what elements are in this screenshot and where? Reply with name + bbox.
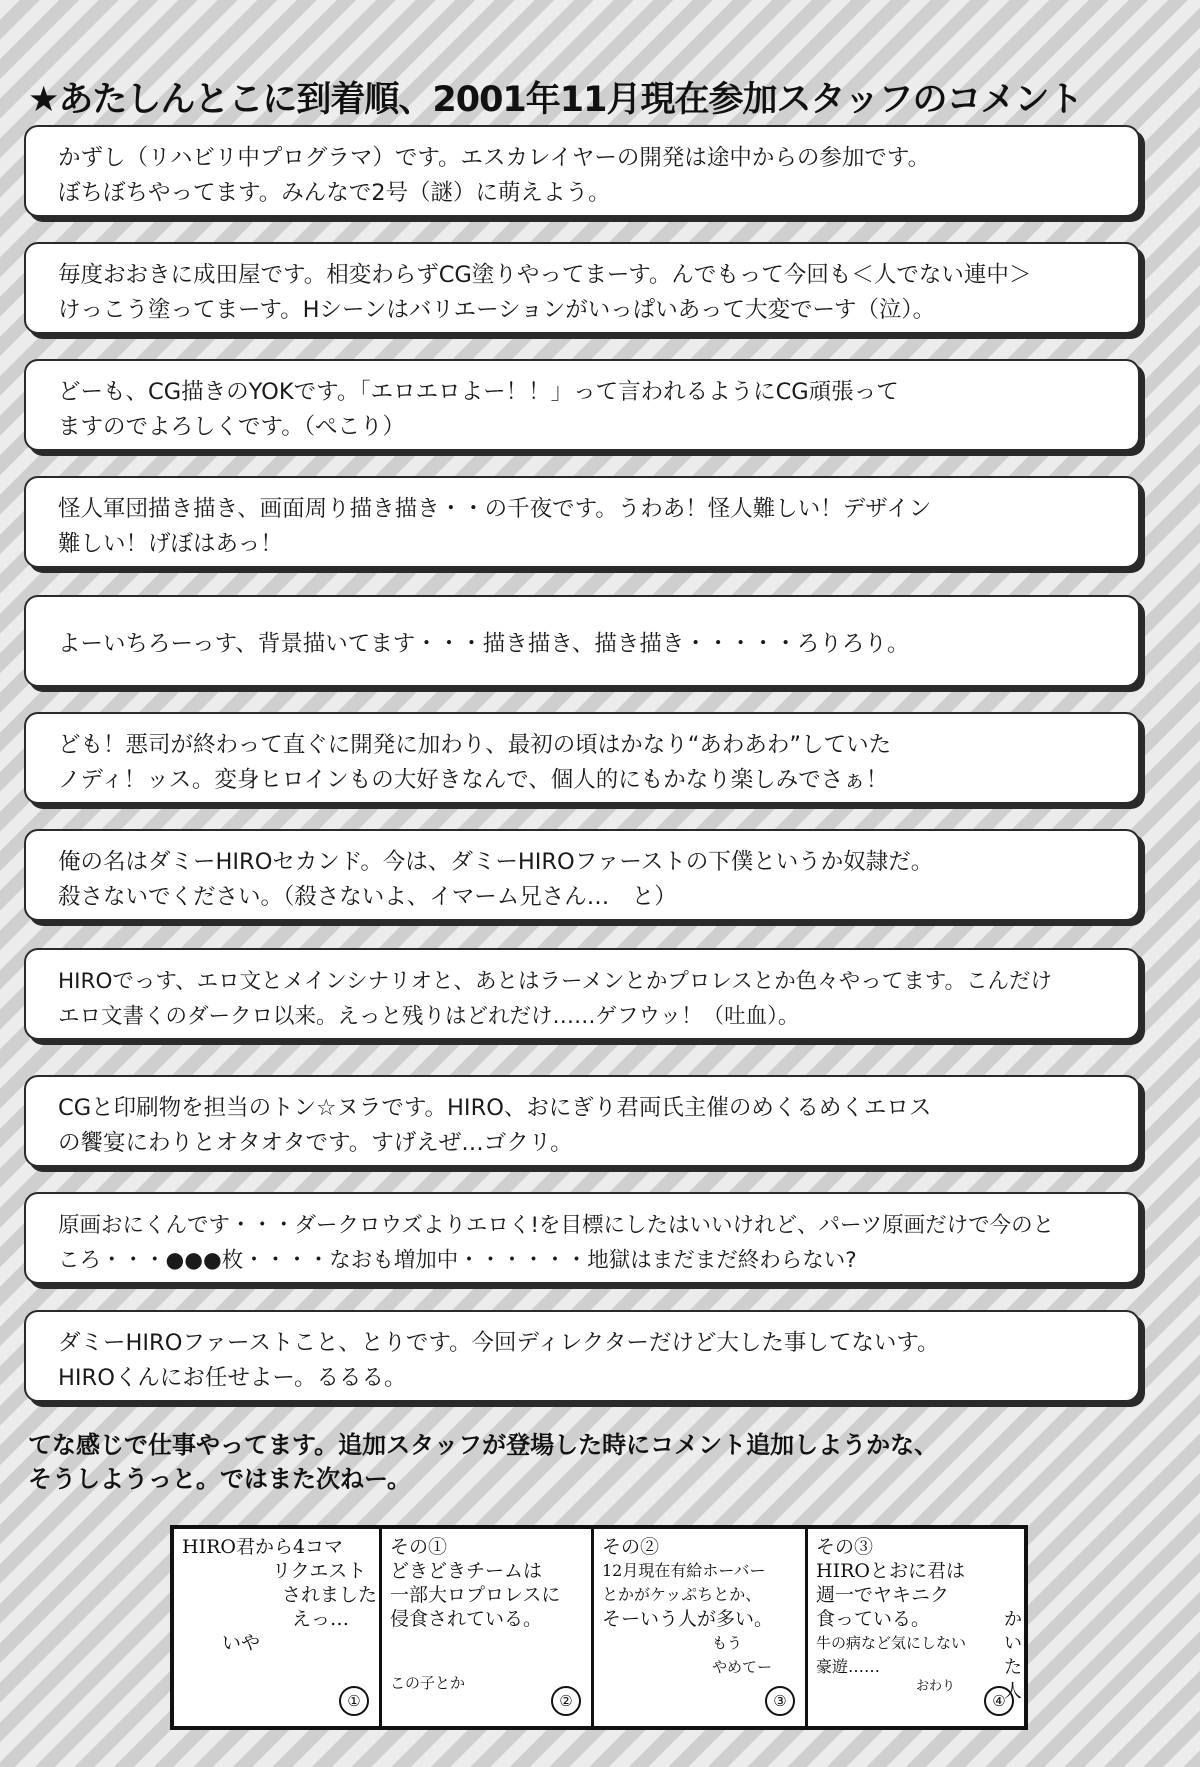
- panel-text: されました: [282, 1584, 378, 1606]
- closing-line: てな感じで仕事やってます。追加スタッフが登場した時にコメント追加しようかな、: [28, 1431, 939, 1459]
- panel-text: 豪遊……: [816, 1657, 881, 1676]
- panel-text: その①: [390, 1536, 448, 1558]
- panel-text: 牛の病など気にしない: [816, 1634, 967, 1652]
- panel-number: ①: [339, 1686, 369, 1716]
- comment-bubble: [24, 712, 1140, 804]
- panel-number: ④: [984, 1686, 1014, 1716]
- page-title: ★あたしんとこに到着順、2001年11月現在参加スタッフのコメント: [28, 80, 1083, 120]
- comic-panel: [382, 1529, 594, 1726]
- comment-line: ども！悪司が終わって直ぐに開発に加わり、最初の頃はかなり“あわあわ”していた: [58, 732, 892, 758]
- comment-bubble: [24, 1310, 1140, 1402]
- panel-number: ③: [765, 1686, 795, 1716]
- comment-bubble: [24, 125, 1140, 217]
- comment-bubble: [24, 1192, 1140, 1284]
- panel-text: えっ…: [292, 1608, 350, 1630]
- artist-note: かいた人: [1004, 1609, 1022, 1702]
- comment-line: かずし（リハビリ中プログラマ）です。エスカレイヤーの開発は途中からの参加です。: [58, 145, 931, 171]
- closing-remarks: [28, 1428, 938, 1496]
- comment-bubble: [24, 242, 1140, 334]
- comment-line: 難しい！げぼはあっ！: [58, 531, 283, 557]
- comment-line: ノディ！ッス。変身ヒロインもの大好きなんで、個人的にもかなり楽しみでさぁ！: [58, 767, 889, 793]
- comment-line: ころ・・・●●●枚・・・・なおも増加中・・・・・・地獄はまだまだ終わらない?: [58, 1248, 857, 1273]
- comment-line: HIROでっす、エロ文とメインシナリオと、あとはラーメンとかプロレスとか色々やってます。こんだけ: [58, 969, 1053, 994]
- comment-line: 怪人軍団描き描き、画面周り描き描き・・の千夜です。うわあ！怪人難しい！デザイン: [58, 496, 932, 522]
- panel-text: とかがケッぷちとか、: [602, 1585, 762, 1604]
- panel-text: HIROとおに君は: [816, 1560, 965, 1582]
- panel-text: 侵食されている。: [390, 1608, 543, 1630]
- comment-line: ますのでよろしくです。（ぺこり）: [58, 414, 405, 440]
- comment-bubble: [24, 948, 1140, 1040]
- comment-bubble: [24, 595, 1140, 687]
- panel-text: リクエスト: [272, 1560, 367, 1582]
- comment-line: の饗宴にわりとオタオタです。すげえぜ…ゴクリ。: [58, 1130, 573, 1156]
- comment-bubble: [24, 476, 1140, 568]
- comment-line: HIROくんにお任せよー。るるる。: [58, 1365, 407, 1391]
- comment-bubble: [24, 829, 1140, 921]
- panel-text: 12月現在有給ホーバー: [602, 1561, 766, 1580]
- comment-line: 俺の名はダミーHIROセカンド。今は、ダミーHIROファーストの下僕というか奴隷だ。: [58, 849, 934, 875]
- closing-line: そうしようっと。ではまた次ねー。: [28, 1465, 412, 1493]
- panel-text: もう: [712, 1634, 743, 1652]
- comment-line: よーいちろーっす、背景描いてます・・・描き描き、描き描き・・・・・ろりろり。: [58, 631, 910, 657]
- comment-line: どーも、CG描きのYOKです。「エロエロよー！！」って言われるようにCG頑張って: [58, 379, 899, 405]
- panel-text: やめてー: [712, 1658, 773, 1676]
- panel-text: どきどきチームは: [390, 1560, 543, 1582]
- comment-line: 毎度おおきに成田屋です。相変わらずCG塗りやってまーす。んでもって今回も＜人でない連中＞: [58, 262, 1032, 288]
- comment-line: 原画おにくんです・・・ダークロウズよりエロく!を目標にしたはいいけれど、パーツ原画だけで今のと: [58, 1213, 1055, 1238]
- panel-text: その②: [602, 1536, 660, 1558]
- panel-text: おわり: [916, 1679, 956, 1694]
- comment-line: ぼちぼちやってます。みんなで2号（謎）に萌えよう。: [58, 180, 611, 206]
- four-panel-comic: [170, 1525, 1028, 1730]
- comic-panel: [594, 1529, 808, 1726]
- panel-text: その③: [816, 1536, 874, 1558]
- panel-text: 一部大ロプロレスに: [390, 1584, 561, 1606]
- comment-line: エロ文書くのダークロ以来。えっと残りはどれだけ……ゲフウッ！（吐血）。: [58, 1004, 800, 1029]
- panel-text: 週一でヤキニク: [816, 1584, 950, 1606]
- comment-line: ダミーHIROファーストこと、とりです。今回ディレクターだけど大した事してないす。: [58, 1330, 940, 1356]
- comment-line: CGと印刷物を担当のトン☆ヌラです。HIRO、おにぎり君両氏主催のめくるめくエロス: [58, 1095, 932, 1121]
- panel-text: そーいう人が多い。: [602, 1608, 774, 1630]
- comic-panel: [174, 1529, 382, 1726]
- comment-line: 殺さないでください。（殺さないよ、イマーム兄さん… と）: [58, 884, 677, 910]
- panel-text: この子とか: [390, 1674, 466, 1692]
- panel-text: 食っている。: [816, 1608, 931, 1630]
- panel-text: いや: [222, 1632, 261, 1654]
- comment-bubble: [24, 1075, 1140, 1167]
- panel-text: HIRO君から4コマ: [182, 1536, 344, 1558]
- comment-bubble: [24, 359, 1140, 451]
- comic-panel: [808, 1529, 1024, 1726]
- comment-line: けっこう塗ってまーす。Hシーンはバリエーションがいっぱいあって大変でーす（泣）。: [58, 297, 936, 323]
- panel-number: ②: [551, 1686, 581, 1716]
